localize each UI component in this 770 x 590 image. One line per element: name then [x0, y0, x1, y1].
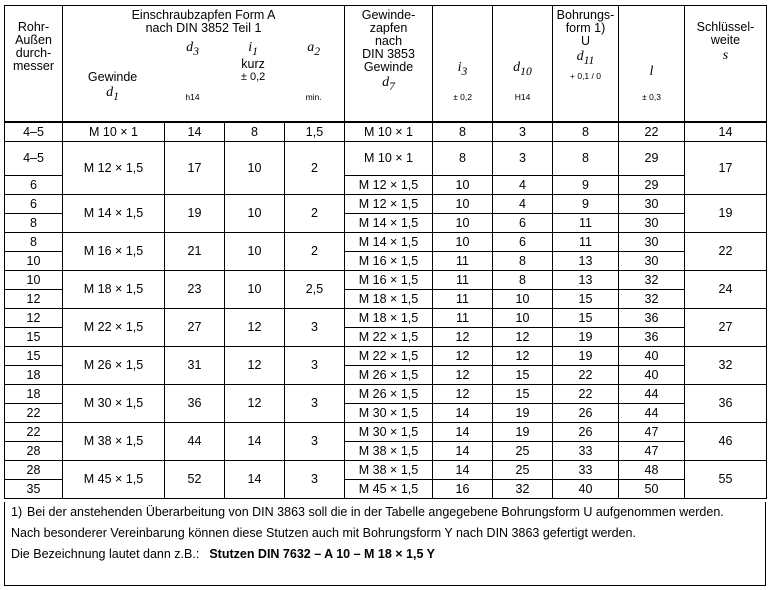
cell-d11: 40	[553, 479, 619, 498]
cell-d11: 11	[553, 213, 619, 232]
cell-i3: 12	[433, 365, 493, 384]
cell-d11: 33	[553, 460, 619, 479]
cell-a2: 1,5	[285, 122, 345, 141]
cell-wrench-size: 46	[685, 422, 767, 460]
cell-l: 36	[619, 308, 685, 327]
cell-thread-d1: M 26 × 1,5	[63, 346, 165, 384]
cell-outer-diameter: 6	[5, 175, 63, 194]
cell-a2: 2,5	[285, 270, 345, 308]
cell-outer-diameter: 12	[5, 289, 63, 308]
cell-thread-d7: M 45 × 1,5	[345, 479, 433, 498]
designation-example: Die Bezeichnung lautet dann z.B.: Stutzen DIN 7632 – A 10 – M 18 × 1,5 Y	[11, 547, 436, 561]
header-i1: $i_1$ kurz ± 0,2	[240, 40, 266, 83]
header-a2: $a_2$ min.	[305, 40, 322, 102]
cell-outer-diameter: 22	[5, 422, 63, 441]
cell-wrench-size: 14	[685, 122, 767, 141]
cell-l: 47	[619, 441, 685, 460]
cell-l: 50	[619, 479, 685, 498]
cell-d3: 23	[165, 270, 225, 308]
table-body	[5, 122, 767, 498]
cell-d10: 32	[493, 479, 553, 498]
cell-l: 47	[619, 422, 685, 441]
cell-d11: 13	[553, 270, 619, 289]
cell-l: 30	[619, 194, 685, 213]
cell-i3: 14	[433, 460, 493, 479]
table-row	[5, 122, 767, 141]
cell-wrench-size: 55	[685, 460, 767, 498]
cell-i1: 12	[225, 384, 285, 422]
cell-thread-d7: M 26 × 1,5	[345, 384, 433, 403]
cell-i1: 14	[225, 460, 285, 498]
cell-d11: 33	[553, 441, 619, 460]
cell-d11: 9	[553, 175, 619, 194]
cell-outer-diameter: 10	[5, 270, 63, 289]
cell-outer-diameter: 22	[5, 403, 63, 422]
cell-d10: 15	[493, 384, 553, 403]
cell-d11: 8	[553, 141, 619, 175]
cell-i1: 14	[225, 422, 285, 460]
table-row	[5, 308, 767, 327]
cell-wrench-size: 22	[685, 232, 767, 270]
cell-a2: 3	[285, 460, 345, 498]
cell-i3: 8	[433, 122, 493, 141]
cell-d10: 4	[493, 175, 553, 194]
cell-d3: 44	[165, 422, 225, 460]
cell-outer-diameter: 10	[5, 251, 63, 270]
cell-l: 22	[619, 122, 685, 141]
cell-i3: 14	[433, 422, 493, 441]
cell-l: 30	[619, 251, 685, 270]
cell-d10: 6	[493, 213, 553, 232]
cell-d3: 36	[165, 384, 225, 422]
cell-a2: 2	[285, 194, 345, 232]
cell-d3: 27	[165, 308, 225, 346]
cell-outer-diameter: 8	[5, 232, 63, 251]
header-d11: Bohrungs- form 1) U $d_{11}$ + 0,1 / 0	[553, 6, 619, 123]
cell-outer-diameter: 28	[5, 441, 63, 460]
cell-wrench-size: 36	[685, 384, 767, 422]
cell-thread-d7: M 10 × 1	[345, 122, 433, 141]
cell-thread-d7: M 18 × 1,5	[345, 308, 433, 327]
cell-d10: 10	[493, 308, 553, 327]
cell-i3: 10	[433, 194, 493, 213]
header-l: l ± 0,3	[619, 6, 685, 123]
cell-thread-d7: M 16 × 1,5	[345, 270, 433, 289]
cell-l: 30	[619, 232, 685, 251]
cell-d10: 6	[493, 232, 553, 251]
cell-i3: 12	[433, 346, 493, 365]
cell-d11: 26	[553, 403, 619, 422]
cell-d10: 19	[493, 403, 553, 422]
cell-i3: 14	[433, 403, 493, 422]
table-row	[5, 422, 767, 441]
cell-d3: 17	[165, 141, 225, 194]
cell-i3: 12	[433, 327, 493, 346]
cell-i1: 10	[225, 270, 285, 308]
cell-d11: 11	[553, 232, 619, 251]
cell-i1: 12	[225, 308, 285, 346]
cell-l: 48	[619, 460, 685, 479]
cell-outer-diameter: 18	[5, 384, 63, 403]
cell-l: 29	[619, 141, 685, 175]
cell-thread-d7: M 38 × 1,5	[345, 460, 433, 479]
cell-a2: 3	[285, 384, 345, 422]
cell-d10: 10	[493, 289, 553, 308]
cell-d10: 8	[493, 251, 553, 270]
cell-d11: 26	[553, 422, 619, 441]
cell-thread-d7: M 16 × 1,5	[345, 251, 433, 270]
cell-thread-d7: M 14 × 1,5	[345, 232, 433, 251]
cell-l: 30	[619, 213, 685, 232]
cell-i3: 14	[433, 441, 493, 460]
header-d7: Gewinde- zapfen nach DIN 3853 Gewinde $d_7$	[345, 6, 433, 123]
cell-thread-d1: M 45 × 1,5	[63, 460, 165, 498]
header-d10: $d_{10}$ H14	[493, 6, 553, 123]
cell-thread-d1: M 38 × 1,5	[63, 422, 165, 460]
cell-d10: 25	[493, 460, 553, 479]
cell-i3: 8	[433, 141, 493, 175]
cell-d10: 15	[493, 365, 553, 384]
cell-outer-diameter: 4–5	[5, 122, 63, 141]
cell-d11: 15	[553, 289, 619, 308]
cell-outer-diameter: 35	[5, 479, 63, 498]
cell-i3: 10	[433, 175, 493, 194]
cell-wrench-size: 19	[685, 194, 767, 232]
cell-i3: 11	[433, 251, 493, 270]
cell-wrench-size: 24	[685, 270, 767, 308]
header-group-a: Einschraubzapfen Form A nach DIN 3852 Teil 1 Gewinde $d_1$ $d_3$ h14 $i_1$ kurz ± 0,2 $a_2$ min.	[63, 6, 345, 123]
cell-i1: 8	[225, 122, 285, 141]
dimension-table	[4, 5, 767, 499]
cell-thread-d7: M 10 × 1	[345, 141, 433, 175]
cell-thread-d7: M 30 × 1,5	[345, 403, 433, 422]
cell-d3: 52	[165, 460, 225, 498]
cell-d3: 14	[165, 122, 225, 141]
table-row	[5, 460, 767, 479]
cell-l: 32	[619, 289, 685, 308]
cell-a2: 3	[285, 308, 345, 346]
cell-thread-d7: M 38 × 1,5	[345, 441, 433, 460]
cell-d11: 22	[553, 365, 619, 384]
cell-i3: 12	[433, 384, 493, 403]
header-d1: Gewinde $d_1$	[87, 70, 138, 103]
cell-thread-d1: M 12 × 1,5	[63, 141, 165, 194]
cell-wrench-size: 27	[685, 308, 767, 346]
cell-l: 29	[619, 175, 685, 194]
cell-i3: 11	[433, 270, 493, 289]
cell-d11: 15	[553, 308, 619, 327]
cell-thread-d1: M 30 × 1,5	[63, 384, 165, 422]
cell-i3: 11	[433, 308, 493, 327]
table-row	[5, 232, 767, 251]
cell-d10: 3	[493, 122, 553, 141]
cell-d11: 9	[553, 194, 619, 213]
table-header	[5, 6, 767, 123]
cell-i3: 16	[433, 479, 493, 498]
cell-a2: 3	[285, 346, 345, 384]
cell-i1: 10	[225, 194, 285, 232]
cell-d11: 13	[553, 251, 619, 270]
cell-outer-diameter: 4–5	[5, 141, 63, 175]
cell-thread-d7: M 26 × 1,5	[345, 365, 433, 384]
cell-d3: 31	[165, 346, 225, 384]
cell-d10: 8	[493, 270, 553, 289]
cell-thread-d1: M 22 × 1,5	[63, 308, 165, 346]
cell-thread-d7: M 22 × 1,5	[345, 346, 433, 365]
cell-thread-d7: M 18 × 1,5	[345, 289, 433, 308]
cell-a2: 2	[285, 141, 345, 194]
cell-wrench-size: 32	[685, 346, 767, 384]
cell-l: 40	[619, 346, 685, 365]
cell-d11: 8	[553, 122, 619, 141]
cell-d3: 21	[165, 232, 225, 270]
cell-outer-diameter: 15	[5, 327, 63, 346]
footnote-1: 1) Bei der anstehenden Überarbeitung von DIN 3863 soll die in der Tabelle angegebene Bohrungsform U aufgenommen werden.	[11, 505, 724, 519]
cell-d10: 3	[493, 141, 553, 175]
cell-i3: 10	[433, 232, 493, 251]
table-row	[5, 270, 767, 289]
cell-outer-diameter: 8	[5, 213, 63, 232]
cell-i1: 12	[225, 346, 285, 384]
cell-i3: 10	[433, 213, 493, 232]
cell-d11: 19	[553, 346, 619, 365]
cell-l: 44	[619, 403, 685, 422]
cell-d11: 22	[553, 384, 619, 403]
cell-i1: 10	[225, 232, 285, 270]
header-outer-diameter: Rohr- Außen durch- messer	[5, 6, 63, 123]
cell-thread-d7: M 12 × 1,5	[345, 194, 433, 213]
cell-thread-d1: M 16 × 1,5	[63, 232, 165, 270]
agreement-note: Nach besonderer Vereinbarung können diese Stutzen auch mit Bohrungsform Y nach DIN 3863 gefertigt werden.	[11, 526, 636, 540]
table-row	[5, 141, 767, 175]
table-row	[5, 346, 767, 365]
cell-outer-diameter: 6	[5, 194, 63, 213]
cell-a2: 2	[285, 232, 345, 270]
cell-d10: 12	[493, 327, 553, 346]
cell-a2: 3	[285, 422, 345, 460]
table-footnotes	[4, 502, 766, 586]
cell-d11: 19	[553, 327, 619, 346]
cell-thread-d1: M 14 × 1,5	[63, 194, 165, 232]
cell-d10: 25	[493, 441, 553, 460]
cell-i1: 10	[225, 141, 285, 194]
cell-l: 32	[619, 270, 685, 289]
cell-thread-d1: M 10 × 1	[63, 122, 165, 141]
cell-l: 36	[619, 327, 685, 346]
cell-outer-diameter: 28	[5, 460, 63, 479]
cell-d3: 19	[165, 194, 225, 232]
cell-outer-diameter: 15	[5, 346, 63, 365]
table-row	[5, 194, 767, 213]
cell-outer-diameter: 18	[5, 365, 63, 384]
header-d3: $d_3$ h14	[185, 40, 200, 102]
table-row	[5, 384, 767, 403]
cell-outer-diameter: 12	[5, 308, 63, 327]
header-i3: $i_3$ ± 0,2	[433, 6, 493, 123]
cell-d10: 4	[493, 194, 553, 213]
cell-l: 40	[619, 365, 685, 384]
cell-thread-d7: M 12 × 1,5	[345, 175, 433, 194]
cell-d10: 12	[493, 346, 553, 365]
cell-thread-d7: M 30 × 1,5	[345, 422, 433, 441]
header-s: Schlüssel- weite s	[685, 6, 767, 123]
cell-thread-d1: M 18 × 1,5	[63, 270, 165, 308]
cell-thread-d7: M 22 × 1,5	[345, 327, 433, 346]
cell-thread-d7: M 14 × 1,5	[345, 213, 433, 232]
cell-wrench-size: 17	[685, 141, 767, 194]
cell-i3: 11	[433, 289, 493, 308]
cell-d10: 19	[493, 422, 553, 441]
cell-l: 44	[619, 384, 685, 403]
